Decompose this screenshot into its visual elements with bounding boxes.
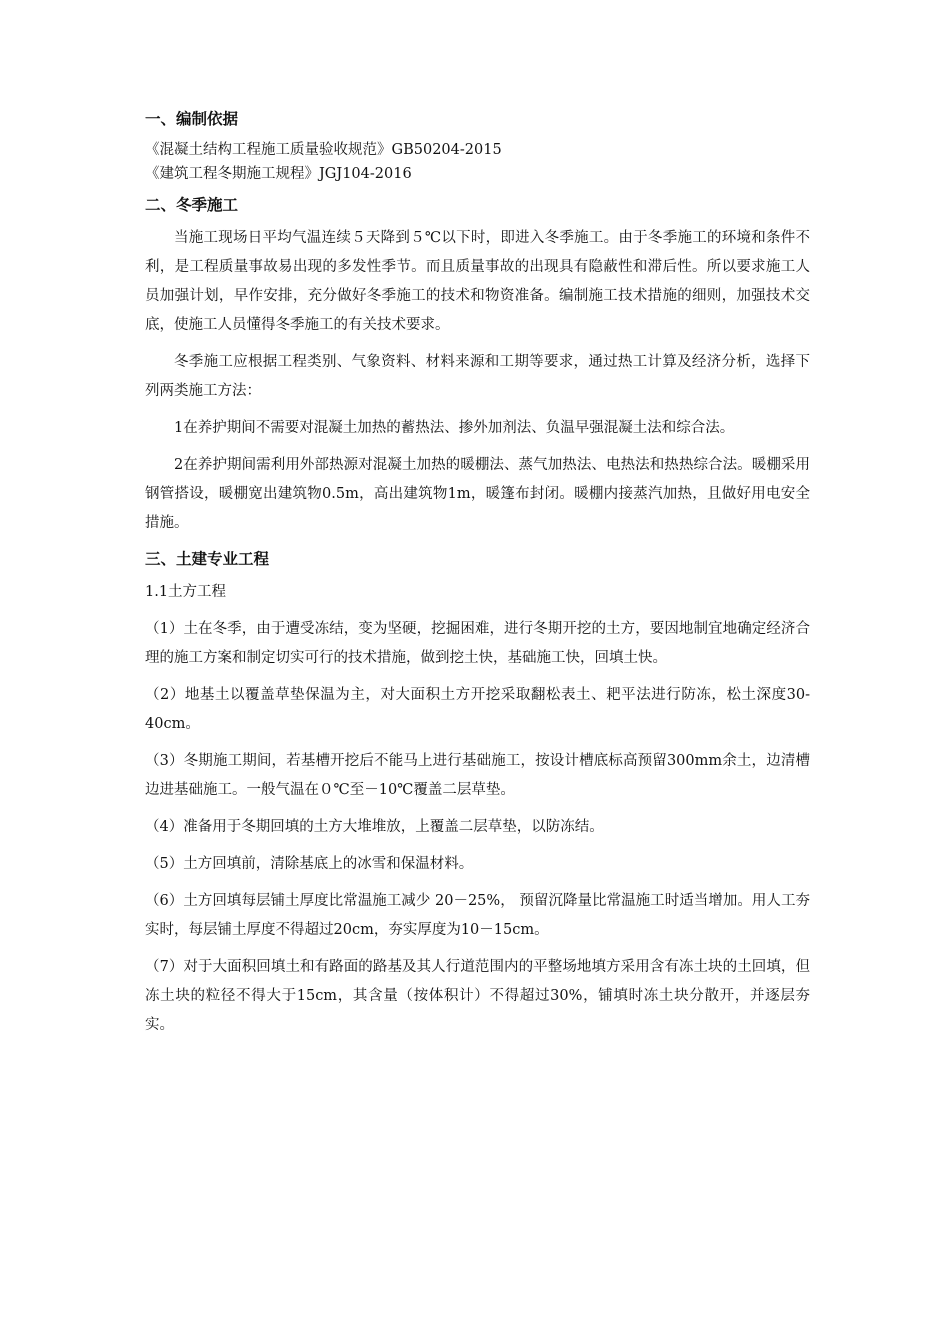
paragraph: 冬季施工应根据工程类别、气象资料、材料来源和工期等要求，通过热工计算及经济分析，选择下列两类施工方法：	[145, 354, 810, 399]
list-item: （3）冬期施工期间，若基槽开挖后不能马上进行基础施工，按设计槽底标高预留300mm余土，边清槽边进基础施工。一般气温在０℃至－10℃覆盖二层草垫。	[145, 753, 810, 798]
list-item: （7）对于大面积回填土和有路面的路基及其人行道范围内的平整场地填方采用含有冻土块的土回填，但冻土块的粒径不得大于15cm，其含量（按体积计）不得超过30%，铺填时冻土块分散开，并逐层夯实。	[145, 959, 810, 1033]
reference-item: 《混凝土结构工程施工质量验收规范》GB50204-2015	[145, 142, 502, 158]
list-item: （5）土方回填前，清除基底上的冰雪和保温材料。	[145, 856, 474, 872]
paragraph: 当施工现场日平均气温连续５天降到５℃以下时，即进入冬季施工。由于冬季施工的环境和条件不利，是工程质量事故易出现的多发性季节。而且质量事故的出现具有隐蔽性和滞后性。所以要求施工人员加强计划，早作安排，充分做好冬季施工的技术和物资准备。编制施工技术措施的细则，加强技术交底，使施工人员懂得冬季施工的有关技术要求。	[145, 230, 810, 333]
paragraph: 1在养护期间不需要对混凝土加热的蓄热法、掺外加剂法、负温早强混凝土法和综合法。	[174, 420, 735, 436]
section-heading-winter: 二、冬季施工	[145, 196, 239, 214]
list-item: （2）地基土以覆盖草垫保温为主，对大面积土方开挖采取翻松表土、耙平法进行防冻，松土深度30-40cm。	[145, 687, 810, 732]
list-item: （6）土方回填每层铺土厚度比常温施工减少 20－25%， 预留沉降量比常温施工时适当增加。用人工夯实时，每层铺土厚度不得超过20cm，夯实厚度为10－15cm。	[145, 893, 810, 938]
reference-item: 《建筑工程冬期施工规程》JGJ104-2016	[145, 166, 412, 182]
document-body	[145, 106, 810, 1048]
list-item: （1）土在冬季，由于遭受冻结，变为坚硬，挖掘困难，进行冬期开挖的土方，要因地制宜地确定经济合理的施工方案和制定切实可行的技术措施，做到挖土快，基础施工快，回填土快。	[145, 621, 810, 666]
reference-list	[145, 138, 810, 186]
section-heading-civil: 三、土建专业工程	[145, 550, 270, 568]
section-heading-basis: 一、编制依据	[145, 110, 239, 128]
subsection-heading: 1.1土方工程	[145, 584, 227, 600]
list-item: （4）准备用于冬期回填的土方大堆堆放，上覆盖二层草垫，以防冻结。	[145, 819, 604, 835]
paragraph: 2在养护期间需利用外部热源对混凝土加热的暖棚法、蒸气加热法、电热法和热热综合法。暖棚采用钢管搭设，暖棚宽出建筑物0.5m，高出建筑物1m，暖篷布封闭。暖棚内接蒸汽加热，且做好用电安全措施。	[145, 457, 810, 531]
